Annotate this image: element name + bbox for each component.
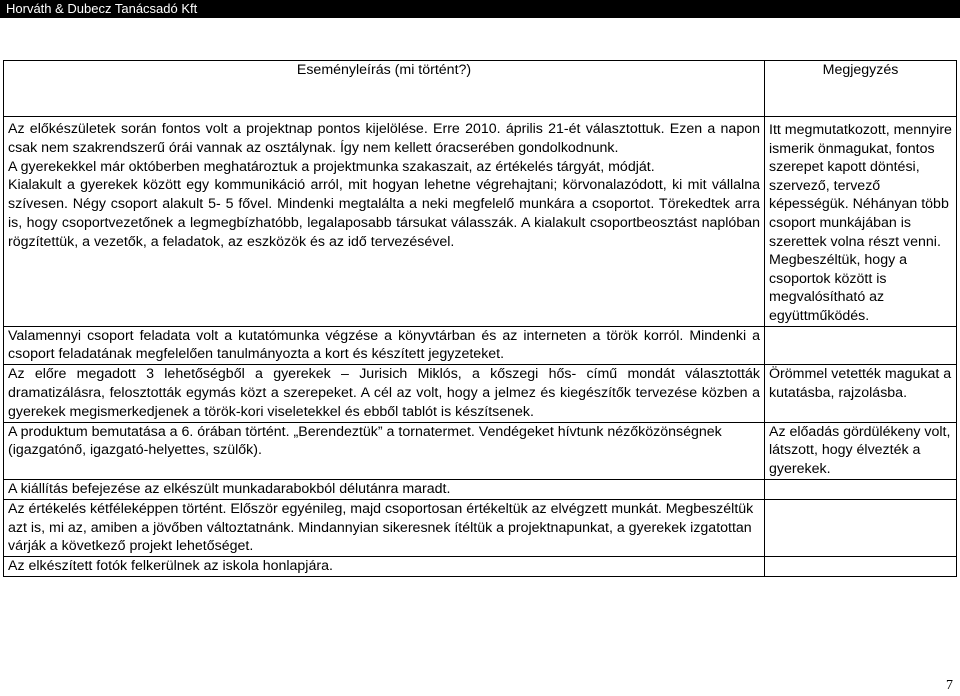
note-cell <box>765 557 957 577</box>
event-cell <box>4 479 765 499</box>
table-row <box>4 557 957 577</box>
event-paragraph: A kiállítás befejezése az elkészült munkadarabokból délutánra maradt. <box>8 480 451 497</box>
event-cell <box>4 365 765 422</box>
note-text: Itt megmutatkozott, mennyire ismerik önmagukat, fontos szerepet kapott döntési, szervező, tervező képességük. Néhányan több csoport munkájában is szerettek volna részt venni. Megbeszéltük, hogy a csoportok között is megvalósítható az együttműködés. <box>769 122 952 324</box>
event-paragraph: Az előre megadott 3 lehetőségből a gyerekek – Jurisich Miklós, a kőszegi hős- című mondát választották dramatizálásra, felosztották egymás közt a szerepeket. A cél az volt, hogy a jelmez és kiegészítők tervezése közben a gyerekek megismerkedjenek a török-kori viseletekkel és ebből tablót is készítsenek. <box>8 366 760 420</box>
note-cell <box>765 117 957 327</box>
note-text: Az előadás gördülékeny volt, látszott, hogy élvezték a gyerekek. <box>769 423 951 478</box>
table-row <box>4 499 957 556</box>
table-header-row <box>4 61 957 117</box>
company-name: Horváth & Dubecz Tanácsadó Kft <box>6 1 198 16</box>
table-row <box>4 326 957 365</box>
event-paragraph: Kialakult a gyerekek között egy kommunikáció arról, mit hogyan lehetne végrehajtani; körvonalazódott, ki mit vállalna szívesen. Négy csoport alakult 5- 5 fővel. Mindenki megtalálta a neki megfelelő munkára a csoportot. Törekedtek arra is, hogy csoportvezetőnek a legmegbízhatóbb, legalaposabb társukat válasszák. A kialakult csoportbeosztást naplóban rögzítettük, a vezetők, a feladatok, az eszközök és az idő tervezésével. <box>8 177 760 250</box>
page-number: 7 <box>946 678 953 693</box>
event-paragraph: Az elkészített fotók felkerülnek az iskola honlapjára. <box>8 558 333 575</box>
event-paragraph: Az előkészületek során fontos volt a projektnap pontos kijelölése. Erre 2010. április 21-ét választottuk. Ezen a napon csak nem szakrendszerű órái vannak az osztálynak. Így nem kellett óracserében gondolkodnunk. <box>8 121 760 156</box>
col-header-notes: Megjegyzés <box>765 61 957 117</box>
event-cell <box>4 422 765 479</box>
event-paragraph: A produktum bemutatása a 6. órában történt. „Berendeztük” a tornatermet. Vendégeket hívtunk nézőközönségnek (igazgatónő, igazgató-helyettes, szülők). <box>8 423 722 459</box>
event-paragraph: Az értékelés kétféleképpen történt. Először egyénileg, majd csoportosan értékeltük az elvégzett munkát. Megbeszéltük azt is, mi az, amiben a jövőben változtatnánk. Mindannyian sikeresnek ítéltük a projektnapunkat, a gyerekek izgatottan várják a következő projekt lehetőséget. <box>8 500 754 555</box>
note-cell <box>765 365 957 422</box>
table-row <box>4 422 957 479</box>
document-header-bar <box>0 0 960 18</box>
event-paragraph: A gyerekekkel már októberben meghatároztuk a projektmunka szakaszait, az értékelés tárgyát, módját. <box>8 158 655 175</box>
table-row <box>4 365 957 422</box>
table-row <box>4 117 957 327</box>
event-cell <box>4 117 765 327</box>
event-paragraph: Valamennyi csoport feladata volt a kutatómunka végzése a könyvtárban és az interneten a török korról. Mindenki a csoport feladatának megfelelően tanulmányozta a kort és készített jegyzeteket. <box>8 327 760 363</box>
table-row <box>4 479 957 499</box>
note-cell <box>765 422 957 479</box>
note-cell <box>765 326 957 365</box>
event-cell <box>4 499 765 556</box>
note-cell <box>765 499 957 556</box>
note-text: Örömmel vetették magukat a kutatásba, rajzolásba. <box>769 366 952 401</box>
col-header-description: Eseményleírás (mi történt?) <box>4 61 765 117</box>
event-cell <box>4 557 765 577</box>
event-cell <box>4 326 765 365</box>
event-log-table <box>3 60 957 577</box>
note-cell <box>765 479 957 499</box>
